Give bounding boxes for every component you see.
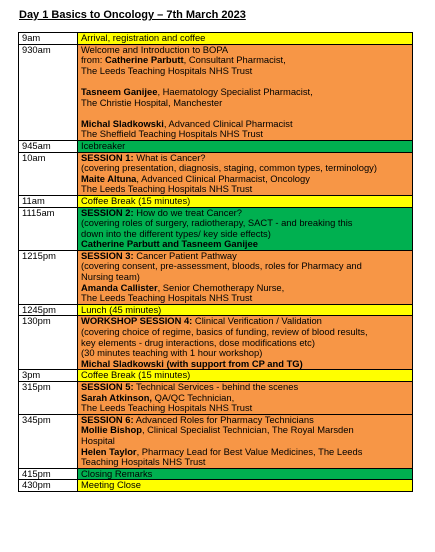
agenda-time: 415pm	[19, 468, 78, 480]
agenda-line	[81, 393, 409, 404]
agenda-line	[81, 382, 409, 393]
agenda-line	[81, 457, 409, 468]
agenda-time: 3pm	[19, 370, 78, 382]
agenda-content	[78, 370, 413, 382]
agenda-row	[19, 250, 413, 304]
text-segment: , Haematology Specialist Pharmacist,	[157, 86, 313, 97]
bold-text: Michal Sladkowski (with support from CP and TG)	[81, 358, 303, 369]
agenda-content	[78, 316, 413, 370]
agenda-row	[19, 152, 413, 195]
agenda-line	[81, 184, 409, 195]
agenda-time: 930am	[19, 44, 78, 140]
agenda-line	[81, 316, 409, 327]
text-segment: down into the different types/ key side effects)	[81, 228, 271, 239]
agenda-line	[81, 196, 409, 207]
bold-text: Mollie Bishop	[81, 425, 142, 436]
agenda-line	[81, 415, 409, 426]
agenda-line	[81, 98, 409, 109]
text-segment: Clinical Verification / Validation	[192, 316, 322, 327]
text-segment: The Leeds Teaching Hospitals NHS Trust	[81, 403, 253, 414]
agenda-content	[78, 304, 413, 316]
agenda-content	[78, 480, 413, 492]
text-segment: What is Cancer?	[133, 152, 206, 163]
agenda-time: 945am	[19, 140, 78, 152]
text-segment: Coffee Break (15 minutes)	[81, 195, 191, 206]
page-title: Day 1 Basics to Oncology – 7th March 2023	[19, 9, 246, 21]
bold-text: SESSION 5:	[81, 382, 134, 392]
text-segment: Hospital	[81, 435, 115, 446]
agenda-line	[81, 218, 409, 229]
agenda-body	[19, 33, 413, 492]
agenda-time: 1245pm	[19, 304, 78, 316]
agenda-row	[19, 140, 413, 152]
text-segment: The Leeds Teaching Hospitals NHS Trust	[81, 184, 253, 195]
bold-text: Maite Altuna	[81, 173, 137, 184]
text-segment: (covering choice of regime, basics of funding, review of blood results,	[81, 327, 368, 338]
agenda-time: 1215pm	[19, 250, 78, 304]
agenda-line	[81, 208, 409, 219]
agenda-content	[78, 250, 413, 304]
bold-text: SESSION 2:	[81, 207, 134, 218]
text-segment: Cancer Patient Pathway	[133, 250, 237, 261]
agenda-content	[78, 140, 413, 152]
agenda-time: 1115am	[19, 207, 78, 250]
agenda-line	[81, 283, 409, 294]
text-segment: Closing Remarks	[81, 468, 153, 479]
agenda-line	[81, 229, 409, 240]
agenda-line	[81, 129, 409, 140]
text-segment: QA/QC Technician,	[152, 392, 235, 403]
text-segment: The Sheffield Teaching Hospitals NHS Trust	[81, 129, 264, 140]
bold-text: SESSION 6:	[81, 414, 134, 425]
agenda-content	[78, 207, 413, 250]
agenda-line	[81, 370, 409, 381]
text-segment: , Consultant Pharmacist,	[183, 55, 286, 66]
agenda-line	[81, 447, 409, 458]
text-segment: , Advanced Clinical Pharmacist	[163, 118, 293, 129]
agenda-content	[78, 468, 413, 480]
agenda-line	[81, 141, 409, 152]
text-segment: (covering roles of surgery, radiotherapy, SACT - and breaking this	[81, 218, 353, 229]
agenda-line	[81, 45, 409, 56]
bold-text: Tasneem Ganijee	[81, 86, 158, 97]
text-segment: How do we treat Cancer?	[133, 207, 243, 218]
text-segment: Advanced Roles for Pharmacy Technicians	[133, 414, 314, 425]
agenda-line	[81, 119, 409, 130]
text-segment: Nursing team)	[81, 272, 140, 283]
bold-text: SESSION 3:	[81, 250, 134, 261]
text-segment: Arrival, registration and coffee	[81, 33, 206, 43]
agenda-row	[19, 207, 413, 250]
agenda-row	[19, 480, 413, 492]
agenda-row	[19, 468, 413, 480]
agenda-line	[81, 425, 409, 436]
agenda-content	[78, 44, 413, 140]
agenda-time: 130pm	[19, 316, 78, 370]
text-segment: from:	[81, 55, 105, 66]
agenda-line	[81, 251, 409, 262]
agenda-row	[19, 195, 413, 207]
agenda-line	[81, 480, 409, 491]
agenda-row	[19, 414, 413, 468]
bold-text: Catherine Parbutt and Tasneem Ganijee	[81, 239, 258, 250]
agenda-line	[81, 403, 409, 414]
bold-text: Helen Taylor	[81, 446, 137, 457]
text-segment: , Clinical Specialist Technician, The Royal Marsden	[141, 425, 354, 436]
text-segment: , Senior Chemotherapy Nurse,	[157, 282, 285, 293]
agenda-line	[81, 163, 409, 174]
agenda-content	[78, 33, 413, 45]
agenda-line	[81, 338, 409, 349]
agenda-line	[81, 33, 409, 44]
agenda-line	[81, 436, 409, 447]
text-segment: , Pharmacy Lead for Best Value Medicines, The Leeds	[136, 446, 363, 457]
text-segment: Welcome and Introduction to BOPA	[81, 44, 229, 55]
text-segment: The Leeds Teaching Hospitals NHS Trust	[81, 65, 253, 76]
text-segment: The Leeds Teaching Hospitals NHS Trust	[81, 293, 253, 304]
agenda-content	[78, 414, 413, 468]
bold-text: Catherine Parbutt	[104, 55, 184, 66]
agenda-time: 11am	[19, 195, 78, 207]
bold-text: Amanda Callister	[81, 282, 158, 293]
text-segment: key elements - drug interactions, dose modifications etc)	[81, 337, 315, 348]
agenda-time: 10am	[19, 152, 78, 195]
agenda-content	[78, 382, 413, 415]
agenda-time: 430pm	[19, 480, 78, 492]
agenda-table	[18, 32, 413, 492]
agenda-time: 345pm	[19, 414, 78, 468]
agenda-row	[19, 382, 413, 415]
bold-text: WORKSHOP SESSION 4:	[81, 316, 193, 327]
agenda-line	[81, 348, 409, 359]
agenda-line	[81, 305, 409, 316]
line-gap	[81, 108, 409, 119]
bold-text: Sarah Atkinson,	[81, 392, 153, 403]
agenda-row	[19, 370, 413, 382]
agenda-line	[81, 55, 409, 66]
bold-text: Michal Sladkowski	[81, 118, 164, 129]
agenda-row	[19, 304, 413, 316]
agenda-line	[81, 174, 409, 185]
agenda-line	[81, 293, 409, 304]
bold-text: SESSION 1:	[81, 152, 134, 163]
agenda-line	[81, 272, 409, 283]
line-gap	[81, 76, 409, 87]
agenda-content	[78, 152, 413, 195]
text-segment: (covering presentation, diagnosis, staging, common types, terminology)	[81, 163, 377, 174]
agenda-line	[81, 469, 409, 480]
agenda-line	[81, 327, 409, 338]
text-segment: (30 minutes teaching with 1 hour workshop)	[81, 348, 263, 359]
text-segment: Icebreaker	[81, 140, 126, 151]
agenda-line	[81, 359, 409, 370]
agenda-time: 315pm	[19, 382, 78, 415]
text-segment: The Christie Hospital, Manchester	[81, 97, 223, 108]
text-segment: , Advanced Clinical Pharmacist, Oncology	[136, 173, 310, 184]
agenda-row	[19, 316, 413, 370]
agenda-line	[81, 66, 409, 77]
text-segment: Teaching Hospitals NHS Trust	[81, 457, 206, 468]
agenda-line	[81, 87, 409, 98]
agenda-row	[19, 44, 413, 140]
text-segment: Technical Services - behind the scenes	[133, 382, 299, 392]
agenda-line	[81, 153, 409, 164]
agenda-content	[78, 195, 413, 207]
text-segment: Lunch (45 minutes)	[81, 304, 162, 315]
agenda-row	[19, 33, 413, 45]
text-segment: Meeting Close	[81, 480, 141, 491]
agenda-time: 9am	[19, 33, 78, 45]
agenda-line	[81, 261, 409, 272]
agenda-line	[81, 239, 409, 250]
text-segment: (covering consent, pre-assessment, bloods, roles for Pharmacy and	[81, 261, 362, 272]
text-segment: Coffee Break (15 minutes)	[81, 370, 191, 381]
